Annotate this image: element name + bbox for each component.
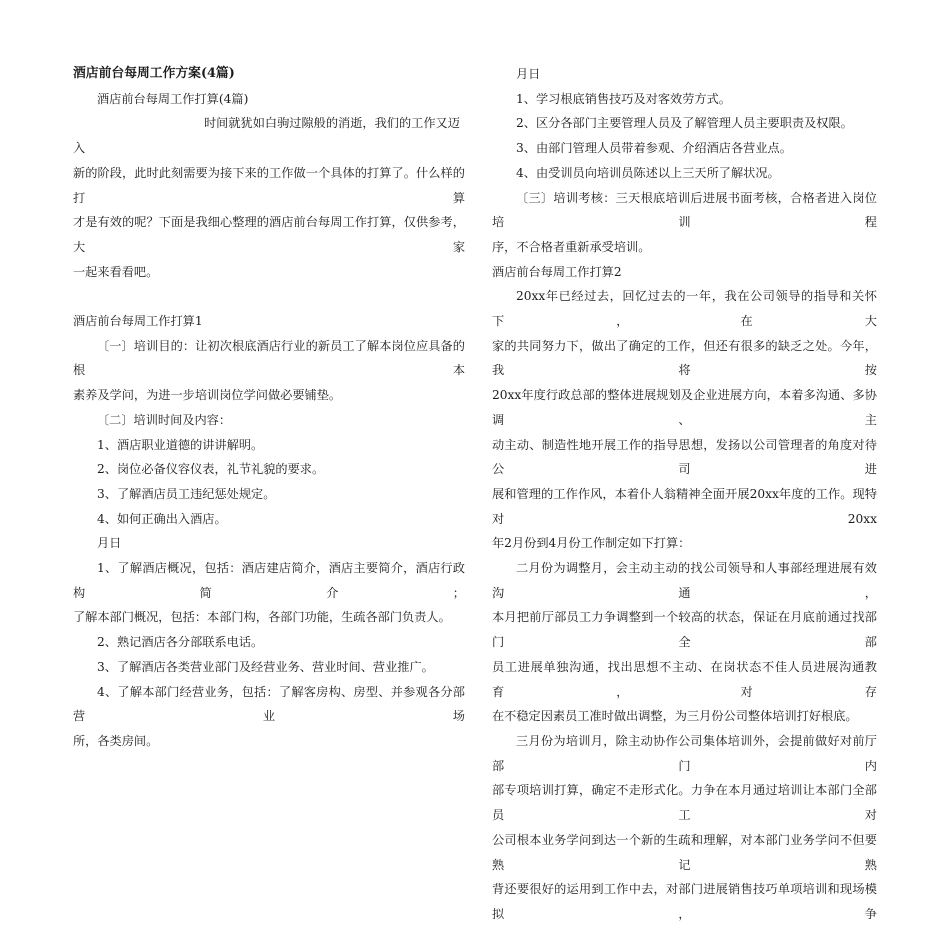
paragraph-line: 年2月份到4月份工作制定如下打算：	[492, 536, 691, 551]
paragraph-line: 部专项培训打算，确定不走形式化。力争在本月通过培训让本部门全部员工对	[492, 783, 877, 823]
paragraph-line: 本月把前厅部员工力争调整到一个较高的状态，保证在月底前通过找部门全部	[492, 610, 877, 650]
purpose-line: 素养及学问，为进一步培训岗位学问做必要铺垫。	[73, 388, 342, 403]
list-item: 1、酒店职业道德的讲讲解明。	[97, 437, 264, 452]
list-item: 2、熟记酒店各分部联系电话。	[97, 635, 264, 650]
paragraph-line: 背还要很好的运用到工作中去，对部门进展销售技巧单项培训和现场模拟，争	[492, 882, 877, 921]
paragraph-line: 家的共同努力下，做出了确定的工作，但还有很多的缺乏之处。今年，我将按	[492, 338, 877, 378]
list-item: 1、学习根底销售技巧及对客效劳方式。	[516, 91, 731, 106]
intro-line: 时间就犹如白驹过隙般的消逝，我们的工作又迈入	[73, 116, 460, 156]
document-title: 酒店前台每周工作方案(4篇)	[73, 66, 235, 81]
list-item: 2、区分各部门主要管理人员及了解管理人员主要职责及权限。	[516, 116, 853, 131]
paragraph-line: 展和管理的工作作风，本着仆人翁精神全面开展20xx年度的工作。现特对20xx	[492, 486, 877, 526]
document-subtitle: 酒店前台每周工作打算(4篇)	[97, 91, 249, 106]
list-item: 3、了解酒店员工违纪惩处规定。	[97, 486, 276, 501]
intro-line: 新的阶段，此时此刻需要为接下来的工作做一个具体的打算了。什么样的打算	[73, 165, 465, 205]
list-item: 4、了解本部门经营业务，包括：了解客房构、房型、并参观各分部营业场	[73, 684, 465, 724]
paragraph-line: 二月份为调整月，会主动主动的找公司领导和人事部经理进展有效沟通，	[492, 561, 877, 600]
paragraph-line: 20xx年已经过去，回忆过去的一年，我在公司领导的指导和关怀下，在大	[492, 289, 877, 329]
purpose-line: 〔一〕培训目的：让初次根底酒店行业的新员工了解本岗位应具备的根本	[73, 338, 465, 378]
list-item-continued: 了解本部门概况，包括：本部门构，各部门功能，生疏各部门负责人。	[73, 610, 451, 625]
list-item-continued: 所，各类房间。	[73, 733, 159, 748]
paragraph-line: 在不稳定因素员工准时做出调整，为三月份公司整体培训打好根底。	[492, 709, 858, 724]
intro-line: 才是有效的呢？下面是我细心整理的酒店前台每周工作打算，仅供参考，大家	[73, 215, 465, 254]
paragraph-line: 动主动、制造性地开展工作的指导思想，发扬以公司管理者的角度对待公司进	[492, 437, 877, 477]
paragraph-line: 员工进展单独沟通，找出思想不主动、在岗状态不佳人员进展沟通教育，对存	[492, 659, 877, 699]
section-heading-2: 酒店前台每周工作打算2	[492, 264, 622, 279]
left-column	[73, 62, 465, 754]
blank-line	[73, 284, 465, 309]
content-heading: 〔二〕培训时间及内容：	[97, 412, 232, 427]
list-item: 2、岗位必备仪容仪表，礼节礼貌的要求。	[97, 462, 325, 477]
list-item: 1、了解酒店概况，包括：酒店建店简介，酒店主要简介，酒店行政构简介；	[73, 561, 465, 600]
list-item: 4、由受训员向培训员陈述以上三天所了解状况。	[516, 165, 780, 180]
list-item: 3、由部门管理人员带着参观、介绍酒店各营业点。	[516, 141, 792, 156]
paragraph-line: 20xx年度行政总部的整体进展规划及企业进展方向，本着多沟通、多协调、主	[492, 388, 877, 427]
month-day-label: 月日	[97, 536, 122, 551]
exam-line: 〔三〕培训考核：三天根底培训后进展书面考核，合格者进入岗位培训程	[492, 190, 877, 230]
exam-line: 序，不合格者重新承受培训。	[492, 239, 651, 254]
list-item: 4、如何正确出入酒店。	[97, 511, 227, 526]
right-column	[492, 62, 877, 927]
section-heading-1: 酒店前台每周工作打算1	[73, 314, 203, 329]
list-item: 3、了解酒店各类营业部门及经营业务、营业时间、营业推广。	[97, 659, 434, 674]
paragraph-line: 三月份为培训月，除主动协作公司集体培训外，会提前做好对前厅部门内	[492, 733, 877, 773]
month-day-label: 月日	[516, 67, 541, 81]
paragraph-line: 公司根本业务学问到达一个新的生疏和理解，对本部门业务学问不但要熟记熟	[492, 832, 877, 872]
intro-line: 一起来看看吧。	[73, 264, 159, 279]
